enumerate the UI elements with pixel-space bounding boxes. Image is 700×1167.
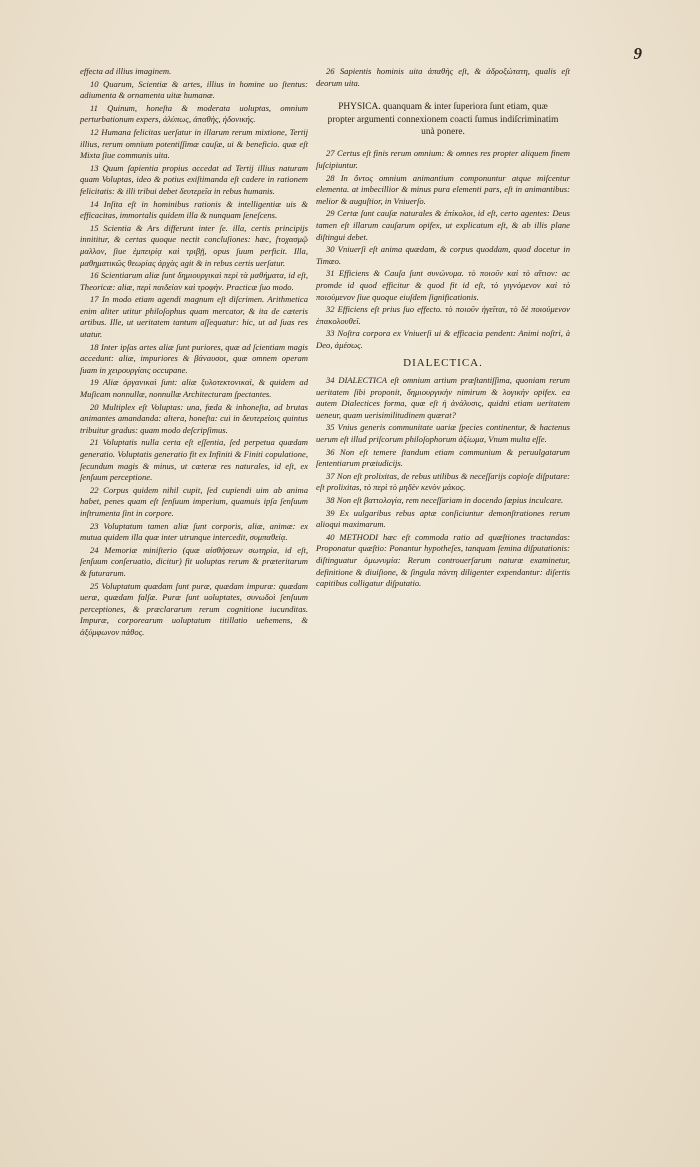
paragraph: 21 Voluptatis nulla certa eſt eſſentia, ſed perpetua quædam generatio. Voluptatis generatio fit ex Infiniti & Finiti copulatione, ſecundum magis & minus, ut cæteræ res naturales, id eſt, ex ſenſuum perceptione. bbox=[80, 437, 308, 483]
paragraph: 27 Certus eſt finis rerum omnium: & omnes res propter aliquem finem ſuſcipiuntur. bbox=[316, 148, 570, 170]
paragraph: 30 Vniuerſi eſt anima quædam, & corpus quoddam, quod docetur in Timæo. bbox=[316, 244, 570, 266]
section-heading-physica: PHYSICA. quanquam & inter ſuperiora ſunt etiam, quæ propter argumenti connexionem coacti ſumus indiſcriminatim unà ponere. bbox=[327, 102, 559, 137]
right-column bbox=[316, 66, 570, 591]
paragraph: 14 Inſita eſt in hominibus rationis & intelligentiæ uis & efficacitas, immortalis quidem illa & nunquam ſeneſcens. bbox=[80, 198, 308, 221]
paragraph: 11 Quinum, honeſta & moderata uoluptas, omnium perturbationum expers, ἀλύπως, ἀπαθὴς, ἡδονικής. bbox=[80, 102, 308, 125]
paragraph: 35 Vnius generis communitate uariæ ſpecies continentur, & hactenus uerum eſt illud priſcorum philoſophorum ἀξίωμα, Vnum multa eſſe. bbox=[316, 422, 570, 445]
paragraph: 24 Memoriæ miniſterio (quæ αἰσθήσεων σωτηρία, id eſt, ſenſuum conſeruatio, dicitur) fit uoluptas rerum & præteritarum & futurarum. bbox=[80, 544, 308, 578]
paragraph: 28 In ὄντος omnium animantium componuntur atque miſcentur elementa. at imbecillior & minus pura elementi pars, eſt in animantibus: melior & auguſtior, in Vniuerſo. bbox=[316, 172, 570, 206]
paragraph: 29 Certæ ſunt cauſæ naturales & ἐπίκολοι, id eſt, certo agentes: Deus tamen eſt illarum cauſarum opifex, ut explicatum eſt, & ab illis plane diſtingui debet. bbox=[316, 208, 570, 242]
paragraph: 32 Efficiens eſt prius ſuo effecto. τὸ ποιοῦν ἡγεῖται, τὸ δὲ ποιούμενον ἑπακολουθεῖ. bbox=[316, 304, 570, 326]
paragraph: effecta ad illius imaginem. bbox=[80, 66, 172, 76]
paragraph: 37 Non eſt prolixitas, de rebus utilibus & neceſſarijs copioſe diſputare: eſt prolixitas, τὸ περὶ τὸ μηδὲν κενὸν μάκος. bbox=[316, 470, 570, 493]
page-number: 9 bbox=[633, 44, 642, 63]
paragraph: 17 In modo etiam agendi magnum eſt diſcrimen. Arithmetica enim aliter utitur philoſophus quam mercator, & ita de cæteris artibus. Ille, ut ueritatem tantum aſſequatur: hic, ut ad ſuas res utatur. bbox=[80, 294, 308, 340]
section-heading-dialectica: DIALECTICA. bbox=[403, 356, 483, 369]
paragraph: 36 Non eſt temere ſtandum etiam communium & peruulgatarum ſententiarum præiudicijs. bbox=[316, 446, 570, 469]
paragraph: 40 METHODI hæc eſt commoda ratio ad quæſtiones tractandas: Proponatur quæſtio: Ponantur hypotheſes, tanquam ſemina diſputationis: diſtinguatur ὁμωνυμία: Rerum controuerſarum naturæ examinetur, definitione & diuiſione, & ſingula πάντη diligenter expendantur: diſertis capitibus colligatur diſputatio. bbox=[316, 531, 570, 589]
paragraph: 38 Non eſt βαττολογία, rem neceſſariam in docendo ſæpius inculcare. bbox=[326, 495, 564, 506]
paragraph: 19 Aliæ ὀργανικαὶ ſunt: aliæ ξυλοτεκτονικαὶ, & quidem ad Muſicam nonnullæ, nonnullæ Architecturam ſpectantes. bbox=[80, 377, 308, 400]
paragraph: 22 Corpus quidem nihil cupit, ſed cupiendi uim ab anima habet, penes quam eſt ſenſuum imperium, quamuis ipſa ſenſuum inſtrumenta ſint in corpore. bbox=[80, 484, 308, 518]
paragraph: 15 Scientia & Ars differunt inter ſe. illa, certis principijs innititur, & certas quoque nectit concluſiones: hæc, ſτοχασμῷ μαλλον, ſiue ἐμπειρίᾳ καὶ τριβῇ, opus ſuum perficit. Illa, μαθηματικῶς θεωρίας ἀρχὰς agit & in rebus certis uerſatur. bbox=[80, 222, 308, 268]
paragraph: 20 Multiplex eſt Voluptas: una, fœda & inhoneſta, ad brutas animantes amandanda: altera, honeſta: cui in δευτερείοις quintus tribuitur gradus: quam modo deſcripſimus. bbox=[80, 401, 308, 435]
paragraph: 12 Humana felicitas uerſatur in illarum rerum mixtione, Tertij illius, rerum omnium potentiſſimæ cauſæ, ui & beneficio. quæ eſt Mixta ſiue communis uita. bbox=[80, 126, 308, 161]
paragraph: 31 Efficiens & Cauſa ſunt συνώνυμα. τὸ ποιοῦν καὶ τὸ αἴτιον: ac promde id quod efficitur & quod fit id eſt, τὸ γιγνόμενον καὶ τὸ ποιούμενον ſiue quoque eiuſdem ſignificationis. bbox=[316, 268, 570, 302]
paragraph: 34 DIALECTICA eſt omnium artium præſtantiſſima, quoniam rerum ueritatem ſibi proponit, δημιουργικὴν nimirum & λογικὴν opifex. ea autem Dialectices forma, quæ eſt ἡ ἀνάλυσις, quidni etiam ueritatem ueneur, quam uerisimilitudinem quærat? bbox=[316, 375, 570, 420]
paragraph: 10 Quarum, Scientiæ & artes, illius in homine uo ſtentus: adiumenta & ornamenta uitæ humanæ. bbox=[80, 78, 308, 101]
paragraph: 18 Inter ipſas artes aliæ ſunt puriores, quæ ad ſcientiam magis accedunt: aliæ, impuriores & βάναυσοι, quæ omnem operam ſuam in χειρουργίαις occupane. bbox=[80, 341, 308, 375]
paragraph: 26 Sapientis hominis uita ἀπαθὴς eſt, & ἀδροξώτατη, qualis eſt deorum uita. bbox=[316, 66, 570, 88]
paragraph: 16 Scientiarum aliæ ſunt δημιουργικαὶ περὶ τὰ μαθήματα, id eſt, Theoricæ: aliæ, περὶ παιδείαν καὶ τροφὴν. Practicæ ſuo modo. bbox=[80, 270, 308, 292]
paragraph: 13 Quum ſapientia propius accedat ad Tertij illius naturam quam Voluptas, ideo & potius exiſtimanda eſt cadere in rationem felicitatis: & illi tribui debet δευτερεῖα in rebus humanis. bbox=[80, 162, 308, 196]
paragraph: 25 Voluptatum quædam ſunt puræ, quædam impuræ: quædam ueræ, quædam falſæ. Puræ ſunt uoluptates, συνωδοὶ ſenſuum perceptiones, & præclararum rerum cognitione iucunditas. Impuræ, corporearum uoluptatum titillatio uehemens, & ἀξύμφωνον πάθος. bbox=[80, 580, 308, 637]
paragraph: 23 Voluptatum tamen aliæ ſunt corporis, aliæ, animæ: ex mutua quidem illa quæ inter utrunque intercedit, συμπαθείᾳ. bbox=[80, 520, 308, 543]
paragraph: 39 Ex uulgaribus rebus aptæ conſiciuntur demonſtrationes rerum alioqui maximarum. bbox=[316, 507, 570, 530]
left-column bbox=[80, 66, 308, 640]
paragraph: 33 Noſtra corpora ex Vniuerſi ui & efficacia pendent: Animi noſtri, à Deo, ἀμέσως. bbox=[316, 328, 570, 350]
